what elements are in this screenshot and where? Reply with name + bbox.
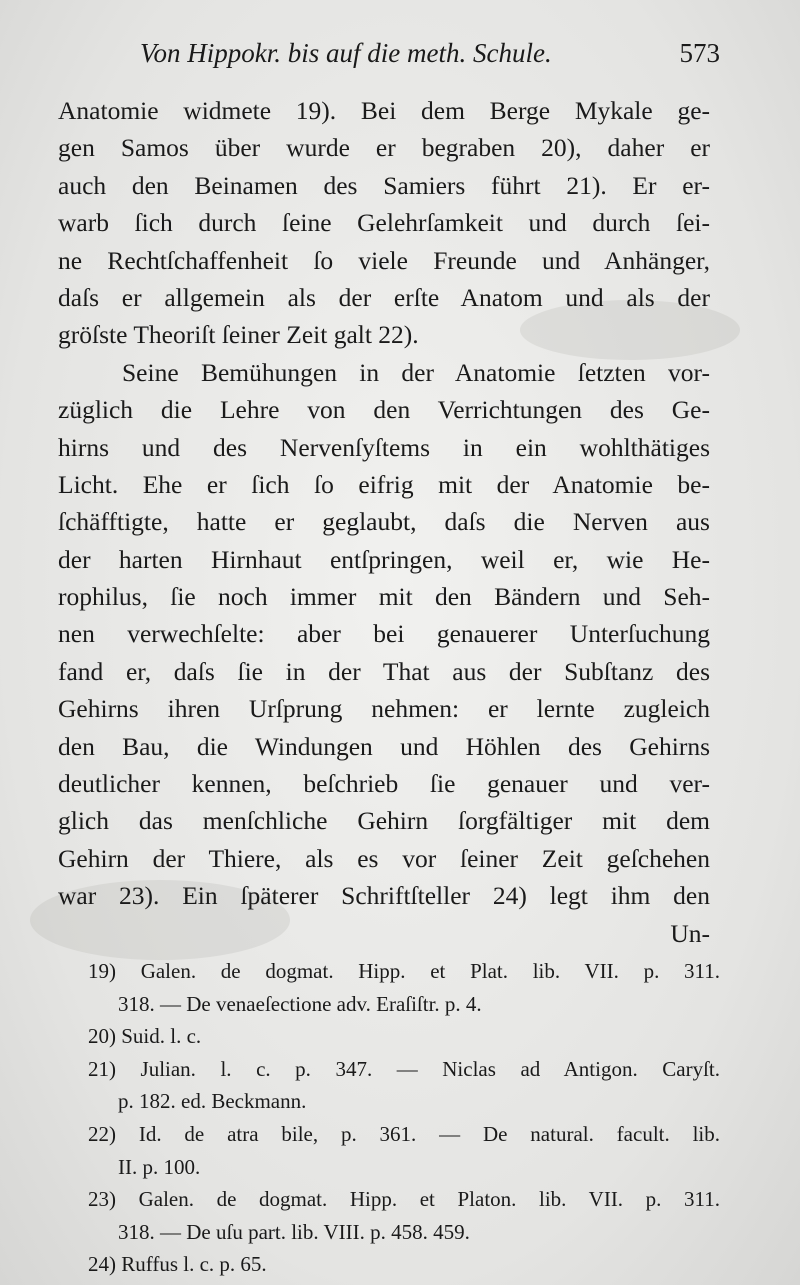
text-line: auch den Beinamen des Samiers führt 21). Er er- [58, 170, 710, 200]
footnote-19-cont: 318. — De venaeſectione adv. Eraſiſtr. p. 4. [118, 991, 482, 1016]
footnote-23-cont: 318. — De uſu part. lib. VIII. p. 458. 459. [118, 1219, 470, 1244]
footnote-22-cont: II. p. 100. [118, 1154, 201, 1179]
catchword: Un- [670, 918, 710, 948]
text-line: züglich die Lehre von den Verrichtungen des Ge- [58, 395, 710, 425]
page-header [140, 38, 720, 78]
footnote-20: 20) Suid. l. c. [88, 1024, 202, 1049]
text-line: glich das menſchliche Gehirn ſorgfältiger mit dem [58, 806, 710, 836]
text-line: daſs er allgemein als der erſte Anatom und als der [58, 282, 710, 312]
text-line: der harten Hirnhaut entſpringen, weil er, wie He- [58, 544, 710, 574]
text-line: war 23). Ein ſpäterer Schriftſteller 24) legt ihm den [58, 881, 710, 911]
footnote-24: 24) Ruffus l. c. p. 65. [88, 1252, 267, 1277]
text-line: nen verwechſelte: aber bei genauerer Unterſuchung [58, 619, 710, 649]
paragraph-first-line: Seine Bemühungen in der Anatomie ſetzten vor- [122, 357, 710, 387]
footnote-22: 22) Id. de atra bile, p. 361. — De natural. facult. lib. [88, 1121, 720, 1146]
running-title: Von Hippokr. bis auf die meth. Schule. [140, 38, 552, 68]
footnote-19: 19) Galen. de dogmat. Hipp. et Plat. lib. VII. p. 311. [88, 959, 720, 983]
text-line: Gehirn der Thiere, als es vor ſeiner Zeit geſchehen [58, 843, 710, 873]
footnote-21: 21) Julian. l. c. p. 347. — Niclas ad Antigon. Caryſt. [88, 1056, 720, 1081]
text-line: ne Rechtſchaffenheit ſo viele Freunde und Anhänger, [58, 245, 710, 275]
text-line: Gehirns ihren Urſprung nehmen: er lernte zugleich [58, 694, 710, 724]
text-line: den Bau, die Windungen und Höhlen des Gehirns [58, 731, 710, 761]
text-line: hirns und des Nervenſyſtems in ein wohlthätiges [58, 432, 710, 462]
text-line: gen Samos über wurde er begraben 20), daher er [58, 133, 710, 163]
text-line: warb ſich durch ſeine Gelehrſamkeit und durch ſei- [58, 208, 710, 238]
text-line: rophilus, ſie noch immer mit den Bändern und Seh- [58, 582, 710, 612]
text-line: deutlicher kennen, beſchrieb ſie genauer und ver- [58, 769, 710, 799]
footnotes [88, 955, 720, 1281]
footnote-23: 23) Galen. de dogmat. Hipp. et Platon. lib. VII. p. 311. [88, 1187, 720, 1212]
text-line: ſchäfftigte, hatte er geglaubt, daſs die Nerven aus [58, 507, 710, 537]
body-text [58, 92, 710, 952]
text-line: gröſste Theoriſt ſeiner Zeit galt 22). [58, 320, 419, 350]
text-line: Licht. Ehe er ſich ſo eifrig mit der Anatomie be- [58, 469, 710, 499]
text-line: Anatomie widmete 19). Bei dem Berge Mykale ge- [58, 96, 710, 125]
footnote-21-cont: p. 182. ed. Beckmann. [118, 1089, 307, 1114]
page-number: 573 [679, 38, 720, 68]
text-line: fand er, daſs ſie in der That aus der Subſtanz des [58, 656, 710, 686]
